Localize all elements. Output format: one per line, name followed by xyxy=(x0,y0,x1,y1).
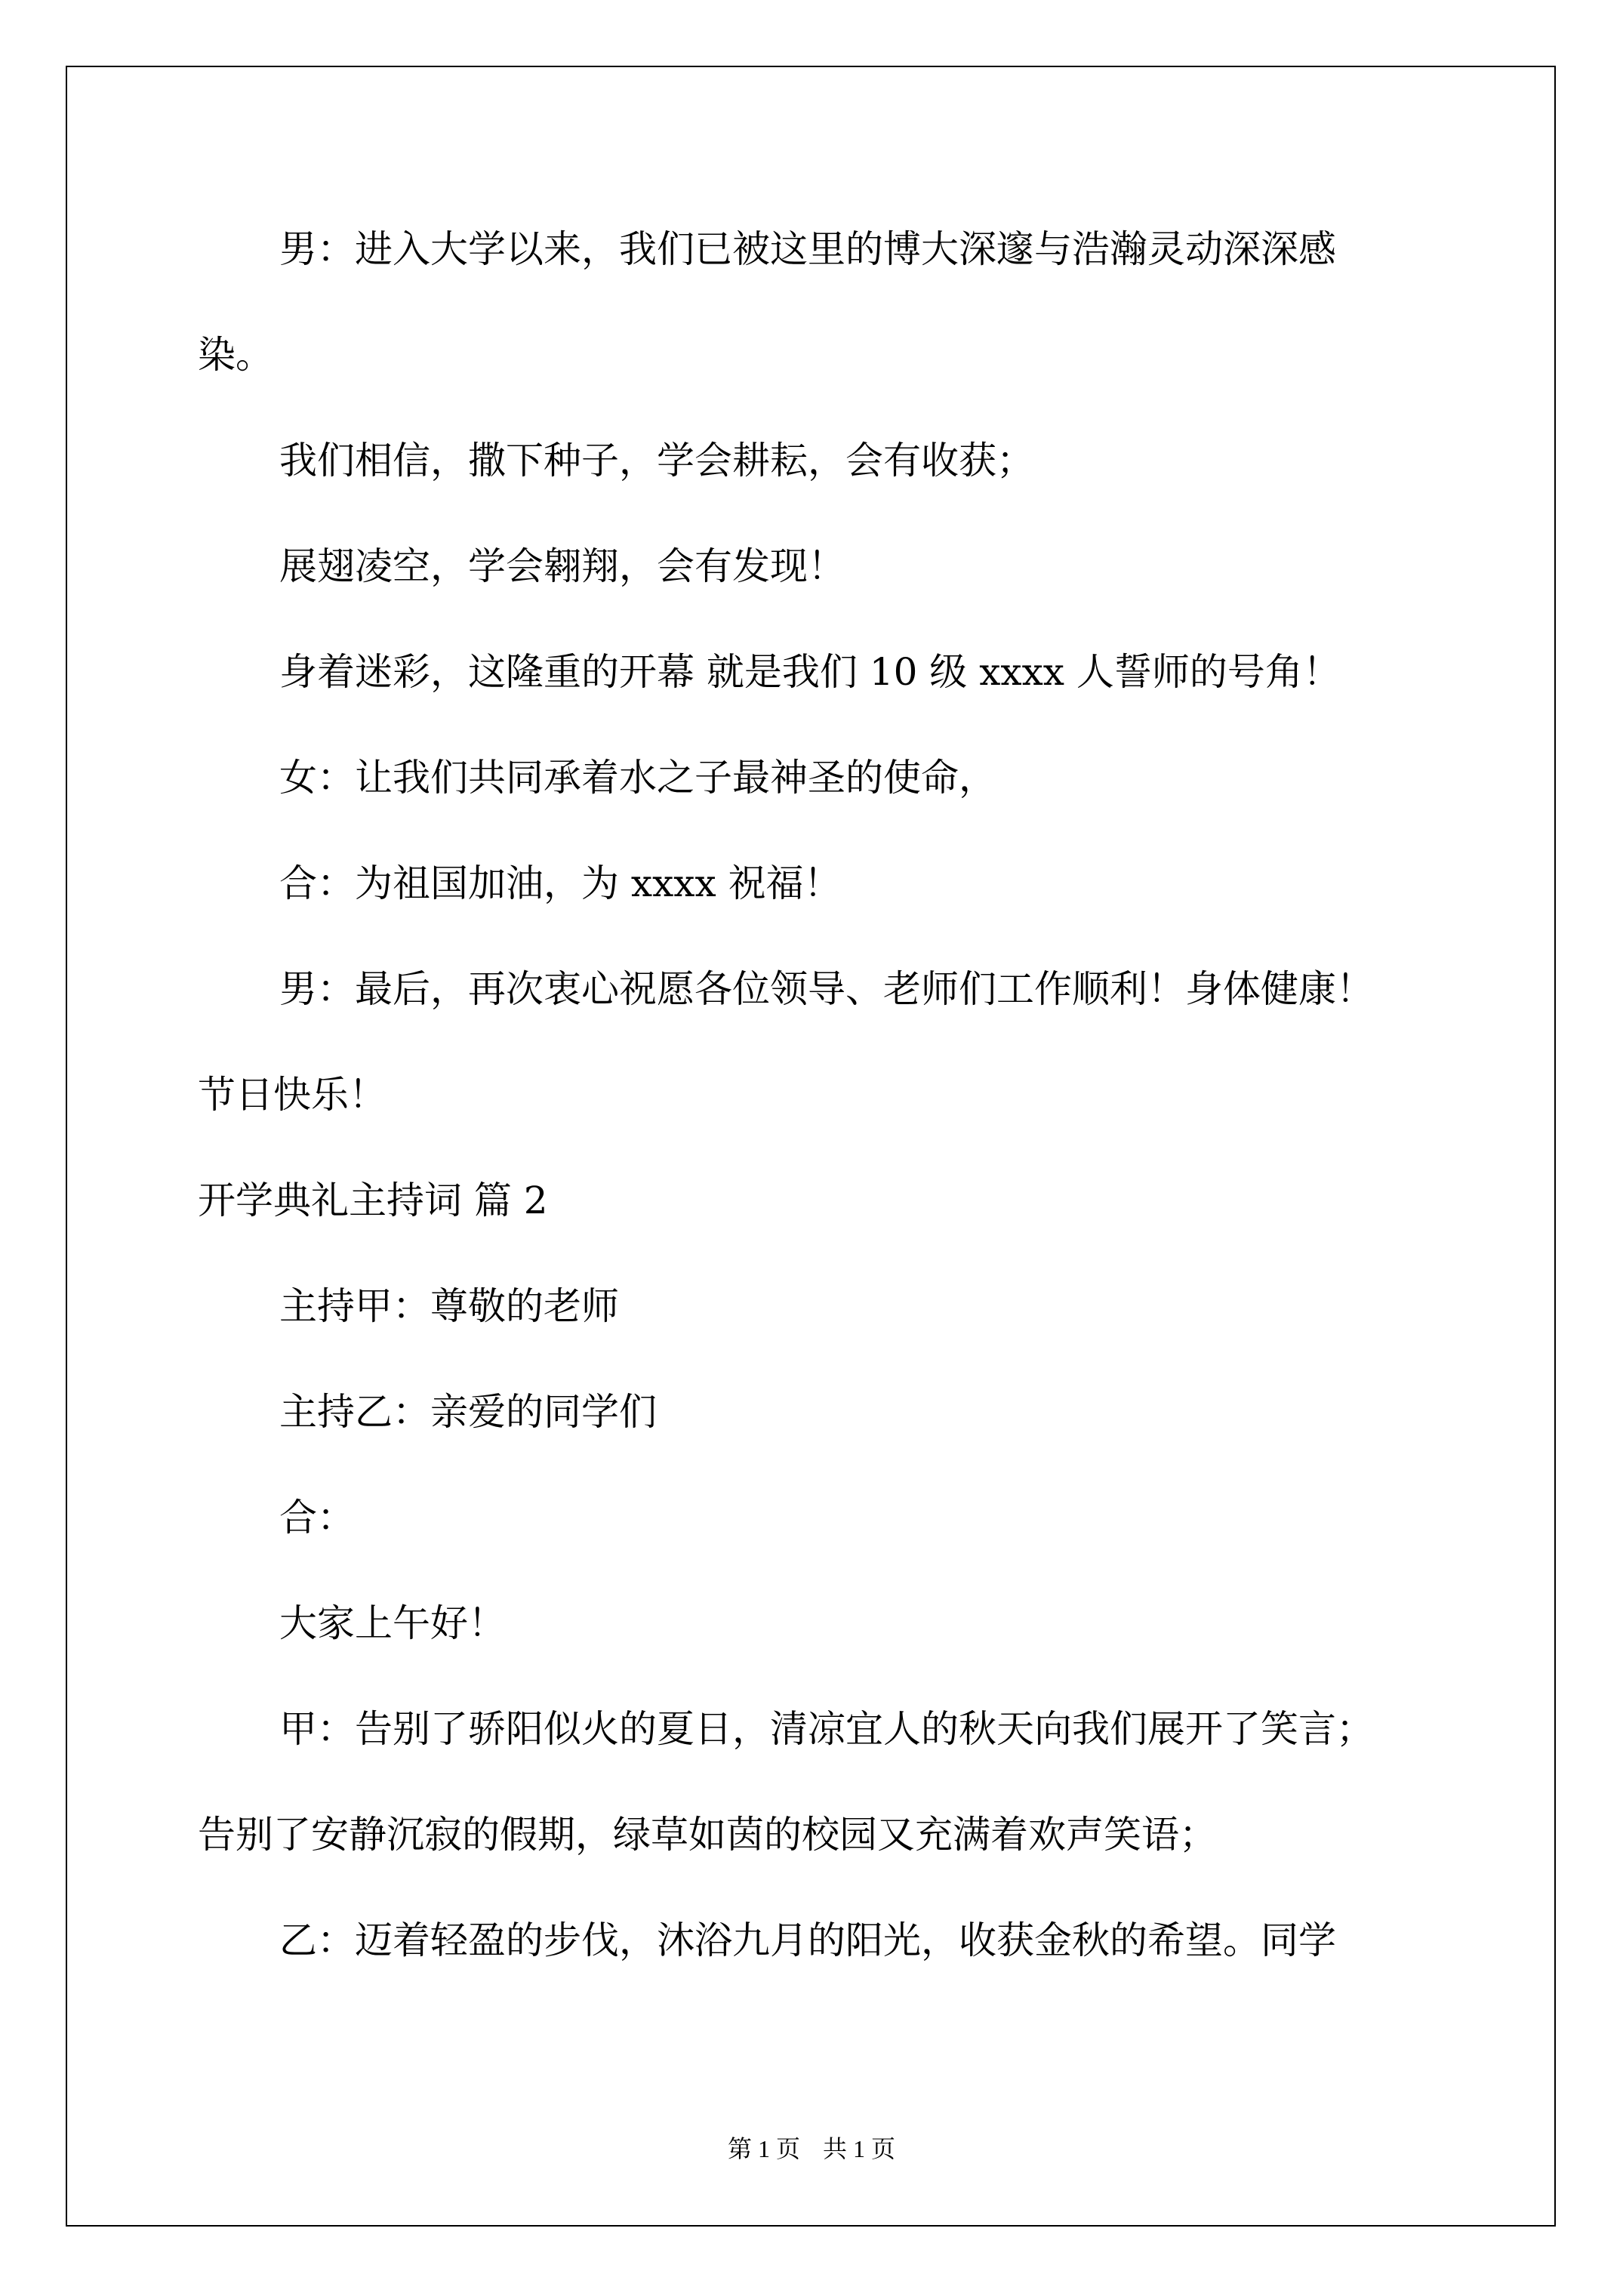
page-number: 第 1 页 xyxy=(727,2135,800,2162)
page-total: 共 1 页 xyxy=(823,2135,896,2162)
paragraph-line: 主持甲：尊敬的老师 xyxy=(279,1284,619,1328)
paragraph-line: 女：让我们共同承着水之子最神圣的使命， xyxy=(279,756,996,800)
paragraph-line: 节日快乐！ xyxy=(198,1073,387,1117)
page-footer xyxy=(0,2134,1623,2164)
paragraph-line: 我们相信，撒下种子，学会耕耘，会有收获； xyxy=(279,439,1034,482)
paragraph-line: 合： xyxy=(279,1496,355,1539)
paragraph-line: 男：最后，再次衷心祝愿各位领导、老师们工作顺利！身体健康！ xyxy=(279,967,1374,1011)
paragraph-line: 展翅凌空，学会翱翔，会有发现！ xyxy=(279,544,845,588)
page-border xyxy=(66,66,1556,2227)
paragraph-line: 身着迷彩，这隆重的开幕 就是我们 10 级 xxxx 人誓师的号角！ xyxy=(279,650,1341,694)
paragraph-line: 合：为祖国加油，为 xxxx 祝福！ xyxy=(279,861,842,905)
paragraph-line: 男：进入大学以来，我们已被这里的博大深邃与浩瀚灵动深深感 xyxy=(279,227,1336,271)
paragraph-line: 主持乙：亲爱的同学们 xyxy=(279,1390,657,1434)
section-heading: 开学典礼主持词 篇 2 xyxy=(198,1179,548,1222)
paragraph-line: 大家上午好！ xyxy=(279,1601,506,1645)
paragraph-line: 染。 xyxy=(198,333,273,377)
paragraph-line: 乙：迈着轻盈的步伐，沐浴九月的阳光，收获金秋的希望。同学 xyxy=(279,1918,1336,1962)
paragraph-line: 甲：告别了骄阳似火的夏日，清凉宜人的秋天向我们展开了笑言； xyxy=(279,1707,1374,1751)
paragraph-line: 告别了安静沉寂的假期，绿草如茵的校园又充满着欢声笑语； xyxy=(198,1813,1217,1857)
